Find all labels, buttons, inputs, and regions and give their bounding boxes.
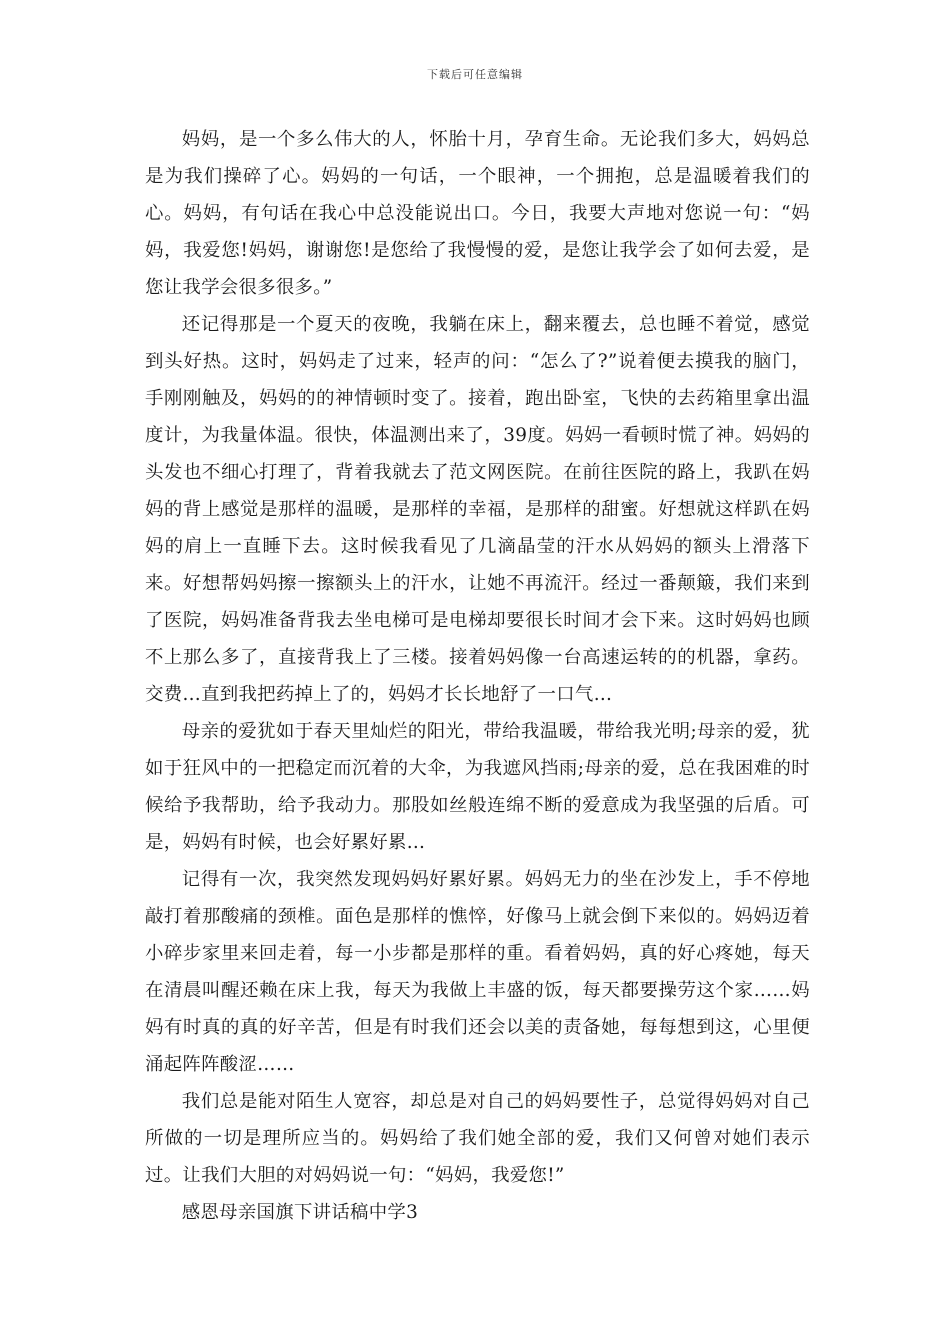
paragraph-4: 记得有一次，我突然发现妈妈好累好累。妈妈无力的坐在沙发上，手不停地敲打着那酸痛的颈椎。面色是那样的憔悴，好像马上就会倒下来似的。妈妈迈着小碎步家里来回走着，每一小步都是那样的重。看着妈妈，真的好心疼她，每天在清晨叫醒还赖在床上我，每天为我做上丰盛的饭，每天都要操劳这个家……妈妈有时真的真的好辛苦，但是有时我们还会以美的责备她，每每想到这，心里便涌起阵阵酸涩…… <box>145 869 810 1075</box>
page-header: 下载后可任意编辑 <box>427 68 523 81</box>
document-body <box>145 121 810 1231</box>
paragraph-3: 母亲的爱犹如于春天里灿烂的阳光，带给我温暖，带给我光明;母亲的爱，犹如于狂风中的一把稳定而沉着的大伞，为我遮风挡雨;母亲的爱，总在我困难的时候给予我帮助，给予我动力。那股如丝般连绵不断的爱意成为我坚强的后盾。可是，妈妈有时候，也会好累好累… <box>145 721 810 853</box>
paragraph-1: 妈妈，是一个多么伟大的人，怀胎十月，孕育生命。无论我们多大，妈妈总是为我们操碎了心。妈妈的一句话，一个眼神，一个拥抱，总是温暖着我们的心。妈妈，有句话在我心中总没能说出口。今日，我要大声地对您说一句：“妈妈，我爱您!妈妈，谢谢您!是您给了我慢慢的爱，是您让我学会了如何去爱，是您让我学会很多很多。” <box>145 129 810 298</box>
paragraph-2: 还记得那是一个夏天的夜晚，我躺在床上，翻来覆去，总也睡不着觉，感觉到头好热。这时，妈妈走了过来，轻声的问：“怎么了?”说着便去摸我的脑门，手刚刚触及，妈妈的的神情顿时变了。接着，跑出卧室，飞快的去药箱里拿出温度计，为我量体温。很快，体温测出来了，39度。妈妈一看顿时慌了神。妈妈的头发也不细心打理了，背着我就去了范文网医院。在前往医院的路上，我趴在妈妈的背上感觉是那样的温暖，是那样的幸福，是那样的甜蜜。好想就这样趴在妈妈的肩上一直睡下去。这时候我看见了几滴晶莹的汗水从妈妈的额头上滑落下来。好想帮妈妈擦一擦额头上的汗水，让她不再流汗。经过一番颠簸，我们来到了医院，妈妈准备背我去坐电梯可是电梯却要很长时间才会下来。这时妈妈也顾不上那么多了，直接背我上了三楼。接着妈妈像一台高速运转的的机器，拿药。交费…直到我把药掉上了的，妈妈才长长地舒了一口气… <box>145 314 810 705</box>
section-heading: 感恩母亲国旗下讲话稿中学3 <box>181 1202 419 1223</box>
paragraph-5: 我们总是能对陌生人宽容，却总是对自己的妈妈要性子，总觉得妈妈对自己所做的一切是理所应当的。妈妈给了我们她全部的爱，我们又何曾对她们表示过。让我们大胆的对妈妈说一句：“妈妈，我爱您!” <box>145 1091 810 1186</box>
